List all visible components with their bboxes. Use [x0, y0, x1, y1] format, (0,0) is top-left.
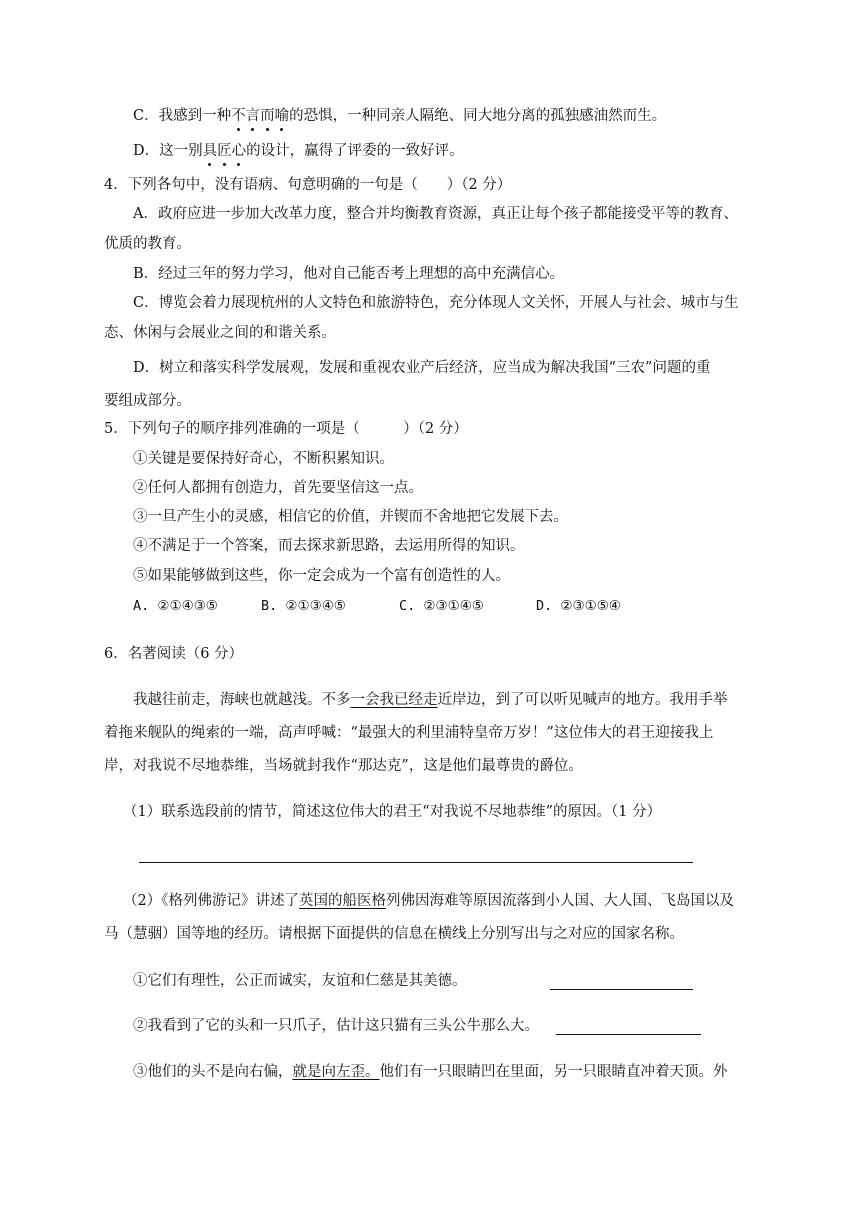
q5-sentence-5: ⑤如果能够做到这些，你一定会成为一个富有创造性的人。: [133, 568, 510, 584]
q5-sentence-1: ①关键是要保持好奇心，不断积累知识。: [133, 451, 394, 467]
q6-item-1: ①它们有理性，公正而诚实，友谊和仁慈是其美德。: [133, 973, 467, 989]
answer-blank-item-2[interactable]: [556, 1034, 701, 1035]
q5-sentence-3: ③一旦产生小的灵感，相信它的价值，并锲而不舍地把它发展下去。: [133, 509, 568, 525]
q4-option-c: C．博览会着力展现杭州的人文特色和旅游特色，充分体现人文关怀，开展人与社会、城市与生: [133, 295, 739, 311]
q5-option-d: D. ②③①⑤④: [536, 598, 621, 614]
emphasis-char: 不: [231, 108, 246, 124]
q4-option-d: D．树立和落实科学发展观，发展和重视农业产后经济，应当成为解决我国“三农”问题的重: [133, 360, 711, 376]
q4-option-a: A．政府应进一步加大改革力度，整合并均衡教育资源，真正让每个孩子都能接受平等的教育、: [133, 206, 738, 222]
emphasis-char: 心: [231, 143, 247, 159]
q4-option-a-cont: 优质的教育。: [104, 236, 191, 252]
emphasis-char: 而: [260, 108, 275, 124]
q5-stem: 5．下列句子的顺序排列准确的一项是（ ）（2 分）: [104, 421, 468, 437]
q5-sentence-4: ④不满足于一个答案，而去探求新思路，去运用所得的知识。: [133, 538, 525, 554]
q6-passage-line-3: 岸，对我说不尽地恭维，当场就封我作“那达克”，这是他们最尊贵的爵位。: [104, 758, 583, 774]
q4-stem: 4．下列各句中，没有语病、句意明确的一句是（ ）（2 分）: [104, 177, 512, 193]
q6-passage-line-1: 我越往前走，海峡也就越浅。不多一会我已经走近岸边，到了可以听见喊声的地方。我用手举: [133, 692, 728, 708]
q3-option-c: C．我感到一种不言而喻的恐惧，一种同亲人隔绝、同大地分离的孤独感油然而生。: [133, 108, 667, 124]
q5-sentence-2: ②任何人都拥有创造力，首先要坚信这一点。: [133, 480, 423, 496]
emphasis-char: 具: [202, 143, 218, 159]
q3-option-d: D．这一别具匠心的设计，赢得了评委的一致好评。: [133, 143, 464, 159]
q6-subquestion-2: （2）《格列佛游记》讲述了英国的船医格列佛因海难等原因流落到小人国、大人国、飞岛国以及: [123, 893, 734, 909]
q6-subquestion-1: （1）联系选段前的情节，简述这位伟大的君王“对我说不尽地恭维”的原因。（1 分）: [123, 804, 662, 820]
q4-option-b: B．经过三年的努力学习，他对自己能否考上理想的高中充满信心。: [133, 266, 565, 282]
q6-item-2: ②我看到了它的头和一只爪子，估计这只猫有三头公牛那么大。: [133, 1018, 539, 1034]
answer-blank-1[interactable]: [139, 862, 693, 863]
underlined-text: 就是向左歪。: [292, 1064, 380, 1080]
q4-option-d-cont: 要组成部分。: [104, 393, 191, 409]
q5-option-a: A. ②①④③⑤: [133, 598, 218, 614]
underlined-text: 英国的船医格: [298, 893, 386, 909]
answer-blank-item-1[interactable]: [550, 989, 693, 990]
q6-subquestion-2-cont: 马（慧骃）国等地的经历。请根据下面提供的信息在横线上分别写出与之对应的国家名称。: [104, 926, 684, 942]
q5-option-b: B. ②①③④⑤: [261, 598, 346, 614]
emphasis-char: 匠: [217, 143, 232, 159]
q6-passage-line-2: 着拖来舰队的绳索的一端，高声呼喊：“最强大的利里浦特皇帝万岁！”这位伟大的君王迎接我上: [104, 725, 714, 741]
q6-item-3: ③他们的头不是向右偏，就是向左歪。他们有一只眼睛凹在里面，另一只眼睛直冲着天顶。外: [133, 1064, 728, 1080]
underlined-text: 一会我已经走: [350, 692, 438, 708]
emphasis-char: 言: [245, 108, 261, 124]
q4-option-c-cont: 态、休闲与会展业之间的和谐关系。: [104, 325, 336, 341]
q6-title: 6．名著阅读（6 分）: [104, 646, 244, 662]
q5-option-c: C. ②③①④⑤: [399, 598, 484, 614]
emphasis-char: 喻: [274, 108, 290, 124]
